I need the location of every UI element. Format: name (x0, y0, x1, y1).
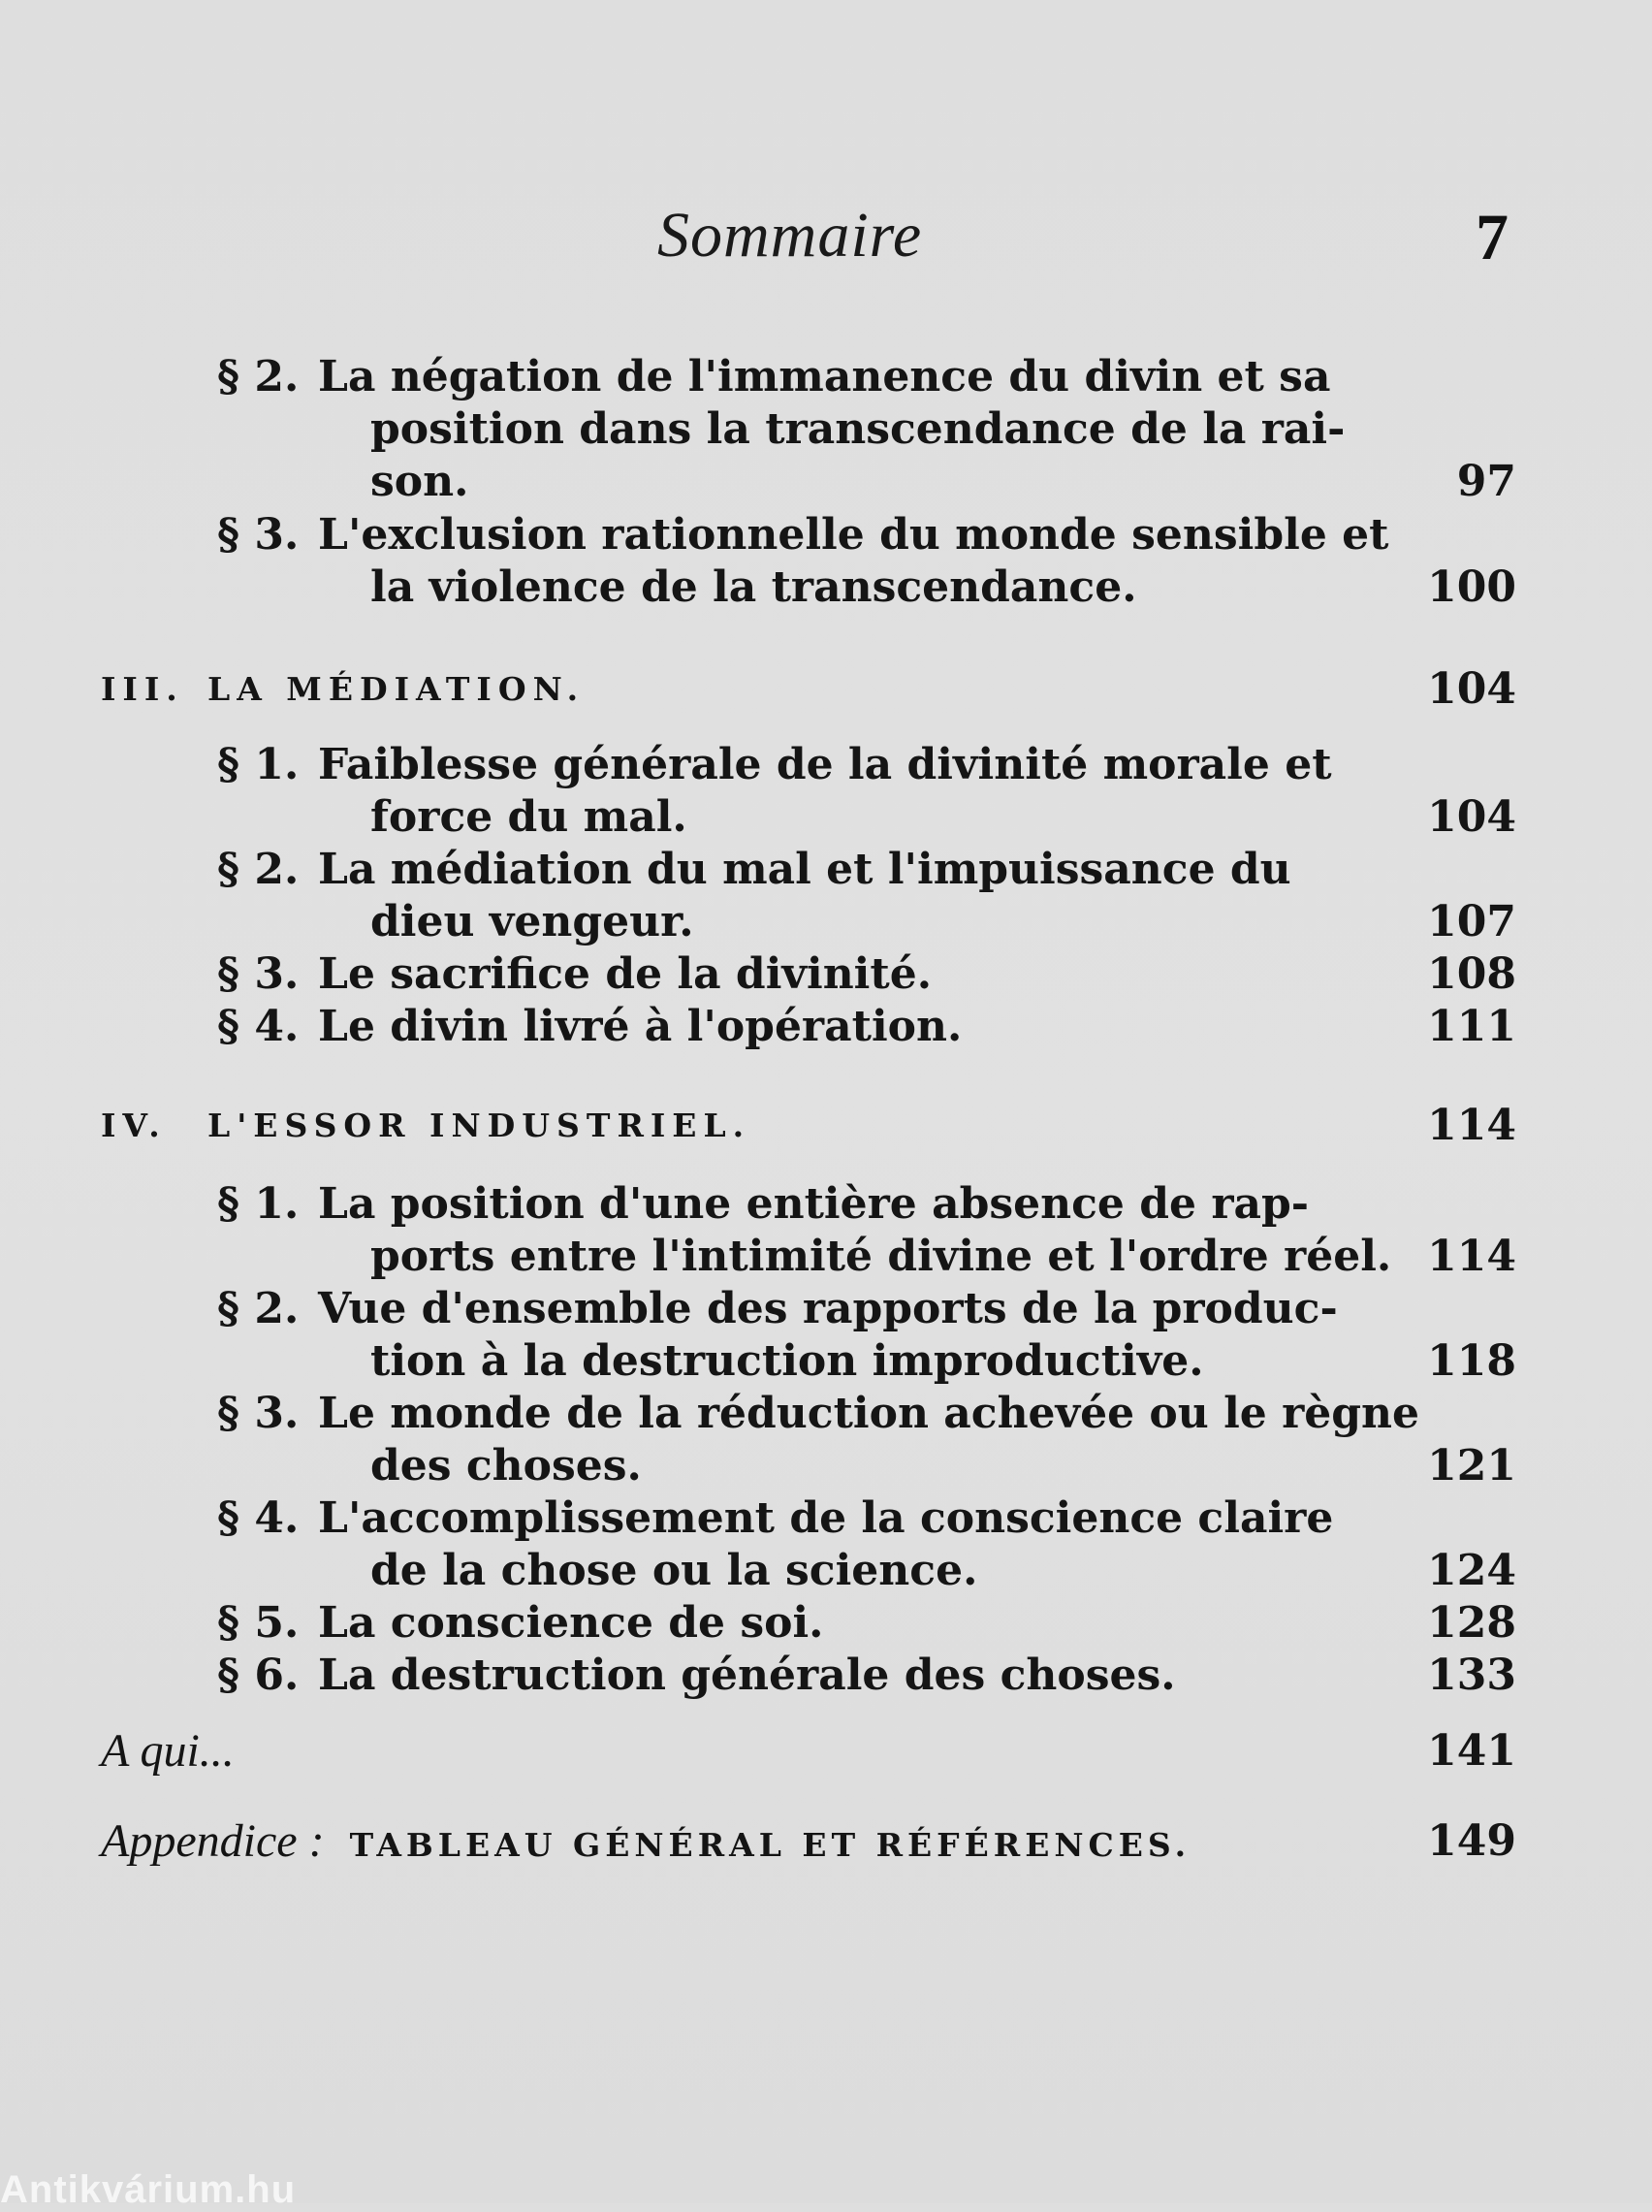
toc-entry-line (217, 739, 1353, 791)
section-text: Le sacrifice de la divinité. (318, 949, 933, 999)
a-qui-label: A qui... (101, 1725, 235, 1777)
appendix-page: 149 (1427, 1816, 1516, 1866)
part-title: L'ESSOR INDUSTRIEL. (207, 1106, 751, 1144)
section-page-number: 121 (1427, 1441, 1516, 1491)
section-text: force du mal. (370, 792, 687, 842)
part-title: LA MÉDIATION. (207, 670, 586, 708)
toc-entry-line (217, 1597, 1353, 1650)
toc-entry-line (217, 509, 1389, 561)
section-text: tion à la destruction improductive. (370, 1336, 1204, 1386)
section-page-number: 118 (1427, 1336, 1516, 1386)
section-page-number: 124 (1427, 1546, 1516, 1595)
toc-entry-continuation (370, 456, 1353, 508)
section-number: § 3. (217, 1389, 300, 1438)
toc-entry-continuation (370, 1231, 1392, 1283)
a-qui-page: 141 (1427, 1726, 1516, 1776)
section-page-number: 107 (1427, 897, 1516, 946)
toc-entry-continuation (370, 1440, 1353, 1492)
part-number: IV. (101, 1106, 167, 1144)
toc-entry-line (217, 1492, 1353, 1545)
section-text: de la chose ou la science. (370, 1546, 978, 1595)
toc-entry-appendix (101, 1815, 1191, 1872)
section-text: La médiation du mal et l'impuissance du (318, 845, 1291, 894)
section-text: La négation de l'immanence du divin et sa (318, 352, 1331, 401)
section-text: Le monde de la réduction achevée ou le règne (318, 1389, 1420, 1438)
toc-entry-continuation (370, 791, 1353, 844)
toc-entry-line (217, 351, 1353, 403)
section-text: L'exclusion rationnelle du monde sensible et (318, 510, 1389, 560)
toc-entry-line (217, 844, 1353, 896)
toc-entry-continuation (370, 561, 1353, 614)
toc-entry-line (217, 1001, 1353, 1053)
section-page-number: 128 (1427, 1598, 1516, 1648)
part-heading (101, 663, 585, 716)
toc-entry-continuation (370, 1335, 1353, 1388)
page-title: Sommaire (657, 200, 923, 271)
section-page-number: 114 (1427, 1232, 1516, 1281)
section-number: § 4. (217, 1002, 300, 1051)
section-text: La position d'une entière absence de rap- (318, 1179, 1310, 1229)
section-number: § 4. (217, 1493, 300, 1543)
section-number: § 2. (217, 845, 300, 894)
section-number: § 5. (217, 1598, 300, 1648)
part-page-number: 104 (1427, 664, 1516, 714)
section-number: § 6. (217, 1651, 300, 1700)
toc-entry-continuation (370, 403, 1353, 456)
toc-entry-continuation (370, 1545, 1353, 1597)
section-number: § 2. (217, 352, 300, 401)
section-text: La conscience de soi. (318, 1598, 824, 1648)
section-number: § 3. (217, 510, 300, 560)
section-text: La destruction générale des choses. (318, 1651, 1176, 1700)
toc-entry-continuation (370, 896, 1353, 948)
section-text: L'accomplissement de la conscience claire (318, 1493, 1334, 1543)
section-text: Le divin livré à l'opération. (318, 1002, 963, 1051)
section-text: des choses. (370, 1441, 642, 1491)
toc-entry-line (217, 948, 1353, 1001)
section-number: § 1. (217, 1179, 300, 1229)
section-page-number: 97 (1456, 457, 1516, 506)
toc-entry-line (217, 1388, 1420, 1440)
section-text: ports entre l'intimité divine et l'ordre réel. (370, 1232, 1392, 1281)
watermark: Antikvárium.hu (0, 2168, 297, 2211)
part-number: III. (101, 670, 184, 708)
toc-entry-line (217, 1650, 1353, 1702)
section-text: son. (370, 457, 469, 506)
section-text: Faiblesse générale de la divinité morale et (318, 740, 1332, 789)
section-page-number: 133 (1427, 1651, 1516, 1700)
section-number: § 3. (217, 949, 300, 999)
appendix-label: Appendice : (101, 1815, 325, 1867)
section-page-number: 104 (1427, 792, 1516, 842)
toc-entry-line (217, 1178, 1353, 1231)
page-header (0, 199, 1652, 276)
part-page-number: 114 (1427, 1101, 1516, 1150)
section-page-number: 111 (1427, 1002, 1516, 1051)
section-text: la violence de la transcendance. (370, 562, 1137, 612)
page-number: 7 (1476, 200, 1509, 273)
appendix-title: TABLEAU GÉNÉRAL ET RÉFÉRENCES. (349, 1826, 1191, 1864)
section-text: dieu vengeur. (370, 897, 694, 946)
toc-entry-line (217, 1283, 1353, 1335)
section-text: position dans la transcendance de la rai- (370, 404, 1346, 454)
section-number: § 2. (217, 1284, 300, 1333)
section-number: § 1. (217, 740, 300, 789)
section-page-number: 100 (1427, 562, 1516, 612)
section-text: Vue d'ensemble des rapports de la produc- (318, 1284, 1338, 1333)
section-page-number: 108 (1427, 949, 1516, 999)
toc-entry-a-qui (101, 1725, 235, 1778)
part-heading (101, 1100, 750, 1152)
